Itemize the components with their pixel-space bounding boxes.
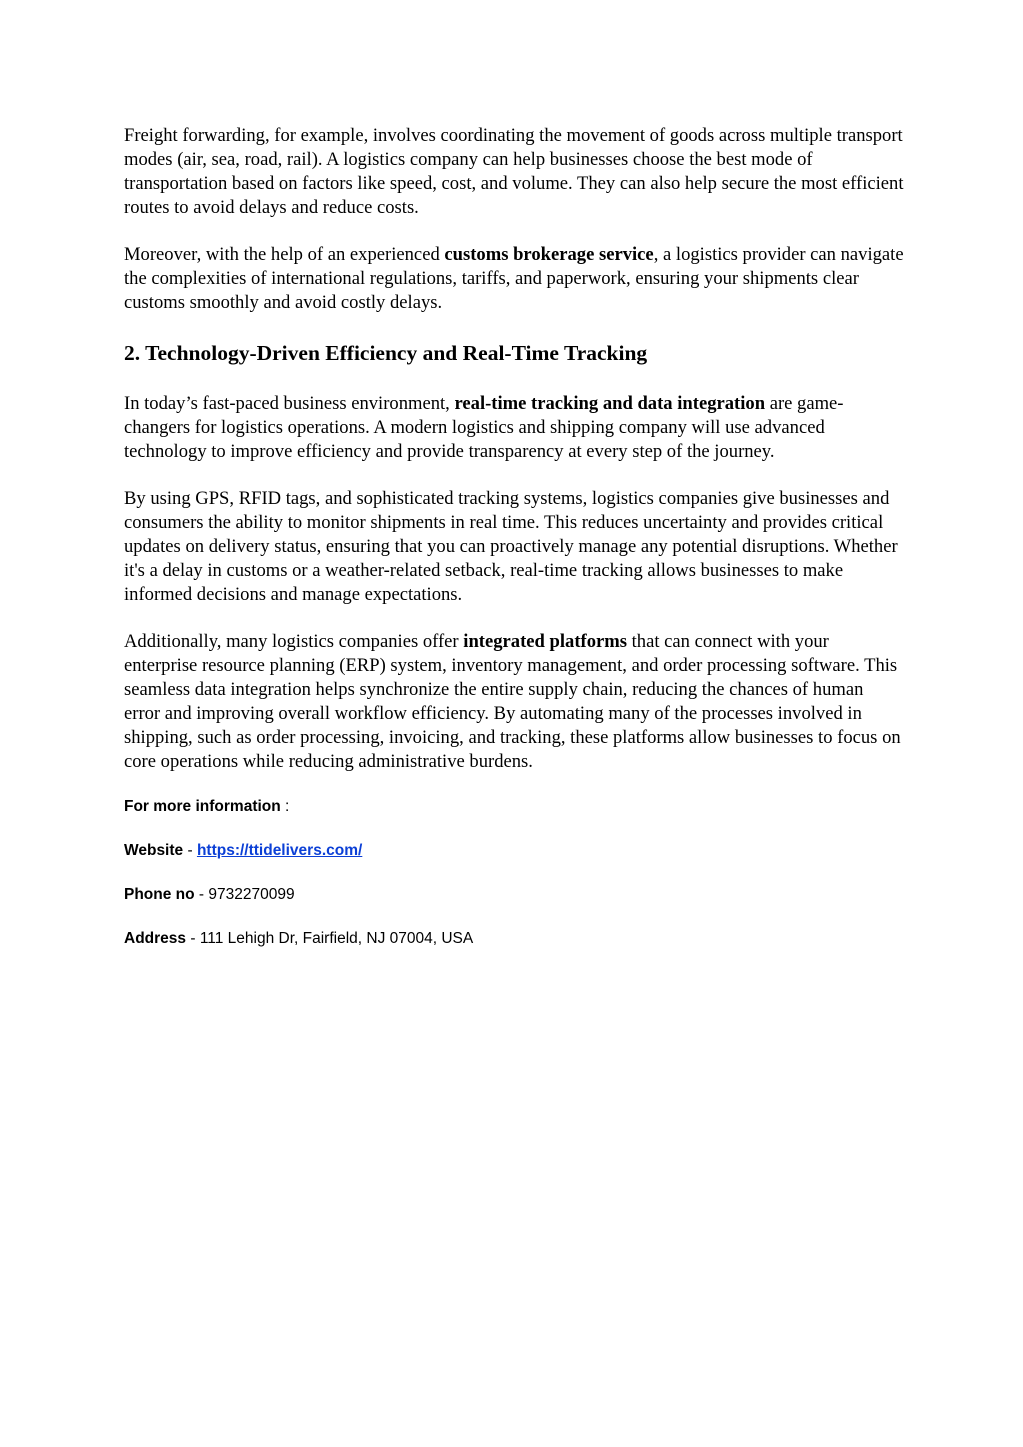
bold-phrase-integrated-platforms: integrated platforms xyxy=(463,631,627,652)
address-value: 111 Lehigh Dr, Fairfield, NJ 07004, USA xyxy=(199,930,474,947)
paragraph-text: Freight forwarding, for example, involves coordinating the movement of goods across multiple transport modes (air, sea, road, rail). A logistics company can help businesses choose the best mode of transportation based on factors like speed, cost, and volume. They can also help secure the most efficient routes to avoid delays and reduce costs. xyxy=(124,125,904,218)
website-line xyxy=(124,841,904,861)
paragraph-gps-rfid xyxy=(124,487,904,607)
paragraph-text: that can connect with your enterprise resource planning (ERP) system, inventory management, and order processing software. This seamless data integration helps synchronize the entire supply chain, reducing the chances of human error and improving overall workflow efficiency. By automating many of the processes involved in shipping, such as order processing, invoicing, and tracking, these platforms allow businesses to focus on core operations while reducing administrative burdens. xyxy=(124,631,901,772)
phone-label: Phone no xyxy=(124,886,195,903)
paragraph-text: , a logistics provider can navigate the complexities of international regulations, tariffs, and paperwork, ensuring your shipments clear customs smoothly and avoid costly delays. xyxy=(124,244,904,313)
separator: - xyxy=(186,930,200,947)
paragraph-text: Additionally, many logistics companies offer xyxy=(124,631,464,652)
phone-value: 9732270099 xyxy=(208,886,295,903)
paragraph-real-time-tracking xyxy=(124,392,904,464)
separator: - xyxy=(194,886,209,903)
paragraph-text: In today’s fast-paced business environment, xyxy=(124,393,455,414)
paragraph-text: By using GPS, RFID tags, and sophisticated tracking systems, logistics companies give businesses and consumers the ability to monitor shipments in real time. This reduces uncertainty and provides critical updates on delivery status, ensuring that you can proactively manage any potential disruptions. Whether it's a delay in customs or a weather-related setback, real-time tracking allows businesses to make informed decisions and manage expectations. xyxy=(124,488,898,605)
address-label: Address xyxy=(124,930,187,947)
separator: - xyxy=(183,842,197,859)
bold-phrase-tracking: real-time tracking and data integration xyxy=(454,393,766,414)
paragraph-integrated-platforms xyxy=(124,630,904,774)
document-page xyxy=(124,124,904,973)
info-heading-suffix: : xyxy=(280,798,290,815)
paragraph-freight-forwarding xyxy=(124,124,904,220)
section-heading: 2. Technology-Driven Efficiency and Real-Time Tracking xyxy=(124,341,648,365)
info-heading xyxy=(124,797,904,817)
info-heading-label: For more information xyxy=(124,798,281,815)
paragraph-text: Moreover, with the help of an experienced xyxy=(124,244,445,265)
website-label: Website xyxy=(124,842,184,859)
website-link[interactable]: https://ttidelivers.com/ xyxy=(196,842,363,859)
paragraph-customs-brokerage xyxy=(124,243,904,315)
contact-info xyxy=(124,797,904,949)
bold-phrase-customs-brokerage: customs brokerage service xyxy=(444,244,654,265)
phone-line xyxy=(124,885,904,905)
address-line xyxy=(124,929,904,949)
paragraph-text: are game-changers for logistics operations. A modern logistics and shipping company will use advanced technology to improve efficiency and provide transparency at every step of the journey. xyxy=(124,393,844,462)
